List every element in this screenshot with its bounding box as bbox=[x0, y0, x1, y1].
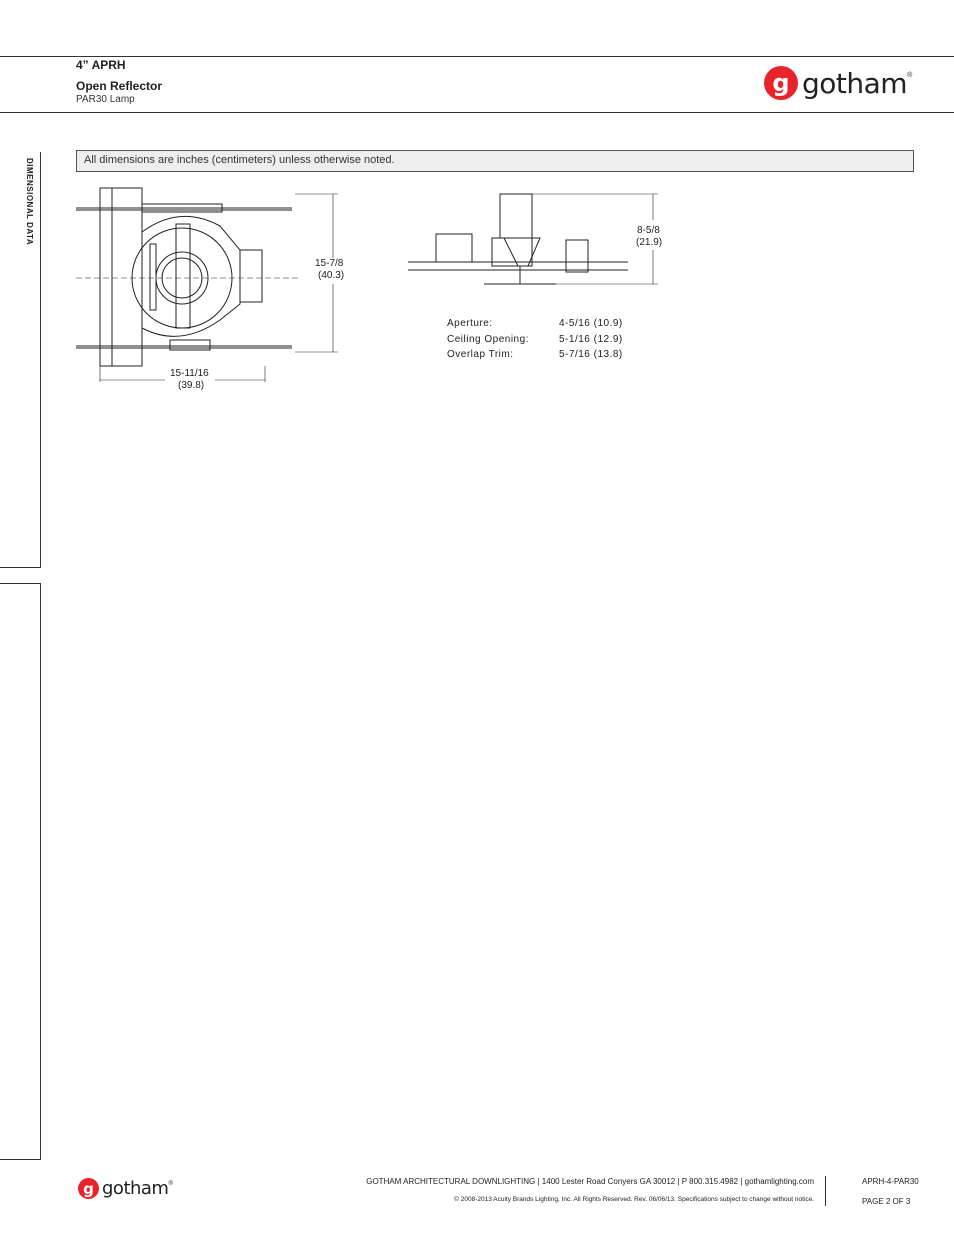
logo-wordmark: gotham bbox=[102, 1178, 169, 1199]
plan-view-linework bbox=[76, 188, 292, 366]
side-tab-border-bottom-end bbox=[0, 1159, 41, 1160]
registered-mark: ® bbox=[168, 1180, 173, 1187]
side-tab-label: DIMENSIONAL DATA bbox=[25, 158, 34, 246]
spec-row-ceiling-opening bbox=[447, 334, 623, 345]
footer-logo bbox=[78, 1178, 173, 1199]
logo-wordmark: gotham bbox=[802, 66, 908, 100]
spec-label: Overlap Trim: bbox=[447, 349, 514, 360]
page-number: PAGE 2 OF 3 bbox=[862, 1197, 911, 1206]
product-subtitle: Open Reflector bbox=[76, 79, 163, 93]
dimensions-note: All dimensions are inches (centimeters) unless otherwise noted. bbox=[76, 150, 914, 172]
footer-copyright: © 2008-2013 Acuity Brands Lighting, Inc. All Rights Reserved. Rev. 06/06/13. Specifications subject to change without notice. bbox=[454, 1196, 814, 1203]
spec-label: Ceiling Opening: bbox=[447, 334, 529, 345]
lamp-type: PAR30 Lamp bbox=[76, 94, 135, 105]
spec-value: 5-1/16 (12.9) bbox=[559, 334, 623, 345]
spec-value: 4-5/16 (10.9) bbox=[559, 318, 623, 329]
side-view-linework bbox=[408, 194, 628, 284]
footer-address: GOTHAM ARCHITECTURAL DOWNLIGHTING | 1400 Lester Road Conyers GA 30012 | P 800.315.4982 | gothamlighting.com bbox=[366, 1177, 814, 1186]
footer-divider bbox=[825, 1176, 826, 1206]
plan-height-dim-label: 15-7/8 bbox=[315, 258, 344, 269]
spec-row-overlap-trim bbox=[447, 349, 623, 360]
registered-mark: ® bbox=[907, 71, 913, 79]
header-top-rule bbox=[0, 56, 954, 57]
product-title: 4” APRH bbox=[76, 58, 126, 72]
document-id: APRH-4-PAR30 bbox=[862, 1177, 919, 1186]
side-height-dim-cm: (21.9) bbox=[636, 237, 663, 248]
plan-width-dim-label: 15-11/16 bbox=[170, 368, 209, 379]
plan-width-dim-cm: (39.8) bbox=[178, 380, 205, 391]
side-view-drawing bbox=[400, 180, 680, 290]
side-tab-border-top-end bbox=[0, 567, 41, 568]
spec-label: Aperture: bbox=[447, 318, 493, 329]
spec-value: 5-7/16 (13.8) bbox=[559, 349, 623, 360]
side-tab-border-top bbox=[40, 152, 41, 568]
header-logo bbox=[764, 66, 912, 100]
plan-view-drawing bbox=[70, 180, 370, 395]
side-tab-border-bottom-start bbox=[0, 583, 41, 584]
gotham-g-icon: g bbox=[78, 1178, 99, 1199]
side-tab-border-bottom bbox=[40, 583, 41, 1159]
side-height-dim-label: 8-5/8 bbox=[637, 225, 660, 236]
gotham-g-icon: g bbox=[764, 66, 798, 100]
plan-height-dim-cm: (40.3) bbox=[318, 270, 345, 281]
spec-row-aperture bbox=[447, 318, 623, 329]
header-bottom-rule bbox=[0, 112, 954, 113]
